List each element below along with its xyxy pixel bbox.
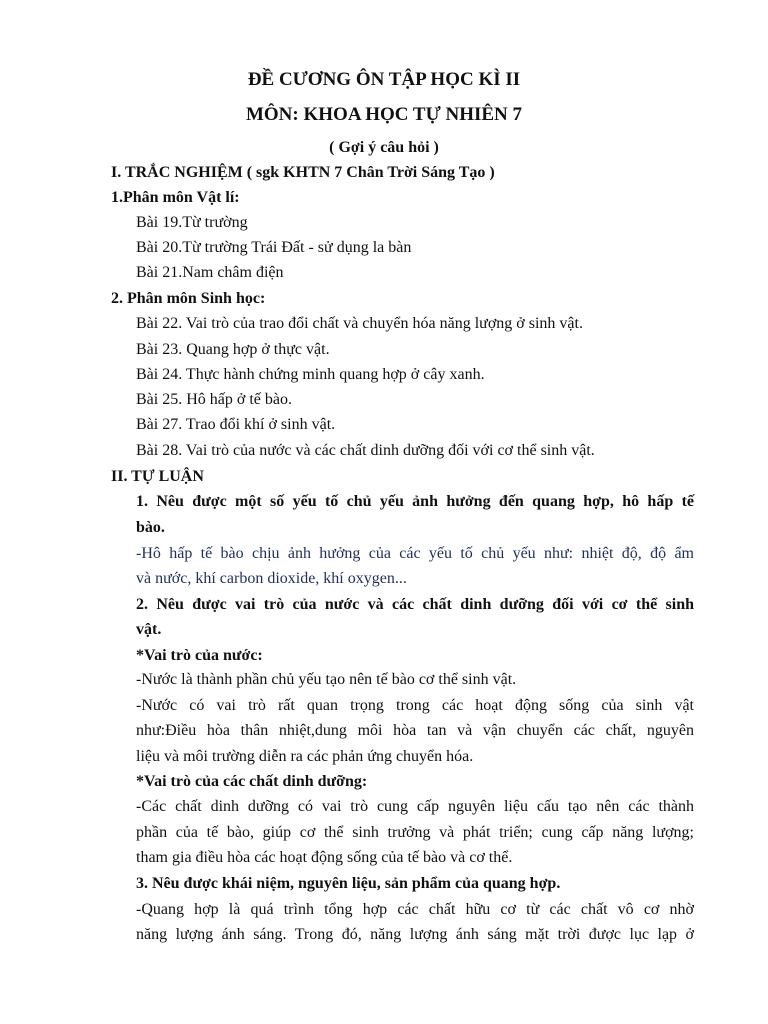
water-role-text: như:Điều hòa thân nhiệt,dung môi hòa tan và vận chuyển các chất, nguyên: [136, 722, 694, 739]
answer-3: -Quang hợp là quá trình tổng hợp các chất hữu cơ từ các chất vô cơ nhờ: [136, 901, 694, 918]
answer-3-continued: năng lượng ánh sáng. Trong đó, năng lượng ánh sáng mặt trời được lục lạp ở: [136, 926, 694, 943]
nutrient-role-text: -Các chất dinh dưỡng có vai trò cung cấp nguyên liệu cấu tạo nên các thành: [136, 798, 694, 815]
nutrient-role-text: phần của tế bào, giúp cơ thể sinh trưởng và phát triển; cung cấp năng lượng;: [136, 824, 694, 841]
question-1-continued: bào.: [136, 519, 165, 536]
water-role-heading: *Vai trò của nước:: [136, 647, 263, 664]
lesson-item: Bài 22. Vai trò của trao đổi chất và chuyển hóa năng lượng ở sinh vật.: [136, 315, 583, 332]
subject-title: MÔN: KHOA HỌC TỰ NHIÊN 7: [245, 104, 523, 125]
water-role-text: -Nước là thành phần chủ yếu tạo nên tế bào cơ thể sinh vật.: [136, 671, 517, 688]
hint-subtitle: ( Gợi ý câu hỏi ): [329, 139, 439, 156]
nutrient-role-heading: *Vai trò của các chất dinh dưỡng:: [136, 773, 368, 790]
nutrient-role-text: tham gia điều hòa các hoạt động sống của tế bào và cơ thể.: [136, 849, 513, 866]
section-heading-multiple-choice: I. TRẮC NGHIỆM ( sgk KHTN 7 Chân Trời Sáng Tạo ): [111, 164, 495, 181]
answer-1-continued: và nước, khí carbon dioxide, khí oxygen...: [136, 570, 407, 587]
question-2-continued: vật.: [136, 621, 162, 638]
question-1: 1. Nêu được một số yếu tố chủ yếu ảnh hưởng đến quang hợp, hô hấp tế: [136, 493, 694, 510]
document-title: ĐỀ CƯƠNG ÔN TẬP HỌC KÌ II: [247, 69, 521, 90]
answer-1: -Hô hấp tế bào chịu ảnh hưởng của các yếu tố chủ yếu như: nhiệt độ, độ ẩm: [136, 545, 694, 562]
lesson-item: Bài 20.Từ trường Trái Đất - sử dụng la bàn: [136, 239, 412, 256]
water-role-text: -Nước có vai trò rất quan trọng trong các hoạt động sống của sinh vật: [136, 697, 694, 714]
lesson-item: Bài 19.Từ trường: [136, 214, 248, 231]
lesson-item: Bài 21.Nam châm điện: [136, 264, 284, 281]
physics-heading: 1.Phân môn Vật lí:: [111, 189, 240, 206]
question-3: 3. Nêu được khái niệm, nguyên liệu, sản phẩm của quang hợp.: [136, 875, 561, 892]
biology-heading: 2. Phân môn Sinh học:: [111, 290, 266, 307]
lesson-item: Bài 25. Hô hấp ở tế bào.: [136, 391, 292, 408]
section-heading-essay: II. TỰ LUẬN: [111, 468, 204, 485]
lesson-item: Bài 28. Vai trò của nước và các chất dinh dưỡng đối với cơ thể sinh vật.: [136, 442, 595, 459]
lesson-item: Bài 27. Trao đổi khí ở sinh vật.: [136, 416, 336, 433]
lesson-item: Bài 23. Quang hợp ở thực vật.: [136, 341, 330, 358]
question-2: 2. Nêu được vai trò của nước và các chất dinh dưỡng đối với cơ thể sinh: [136, 596, 694, 613]
water-role-text: liệu và môi trường diễn ra các phản ứng chuyển hóa.: [136, 748, 474, 765]
lesson-item: Bài 24. Thực hành chứng minh quang hợp ở cây xanh.: [136, 366, 485, 383]
